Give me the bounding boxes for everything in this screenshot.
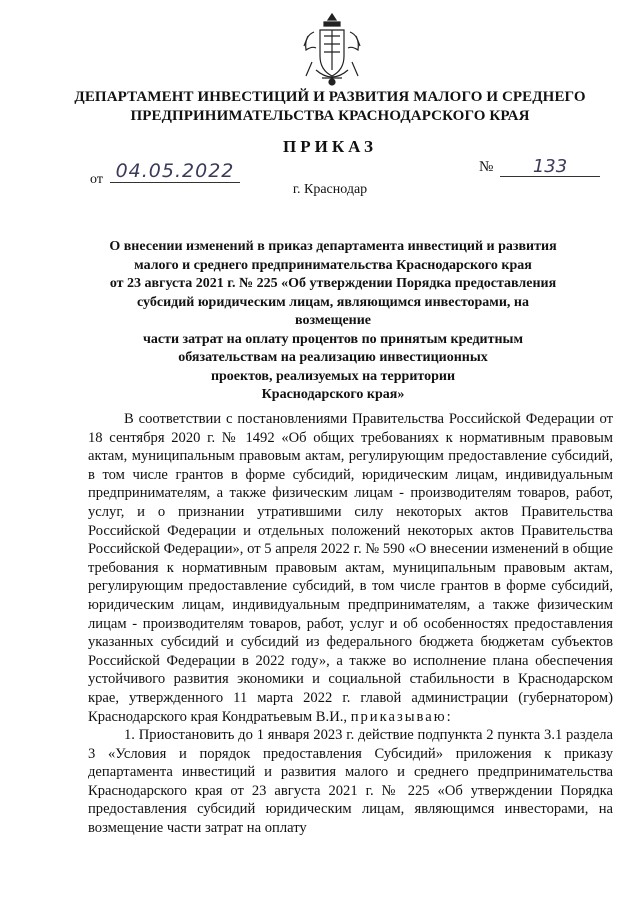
paragraph-1-text: В соответствии с постановлениями Правительства Российской Федерации от 18 сентября 2020 г. № 1492 «Об общих требованиях к нормативным правовым актам, муниципальным правовым актам, регулирующим предоставление субсидий, в том числе грантов в форме субсидий, юридическим лицам, индивидуальным предпринимателям, а также физическим лицам - производителям товаров, работ, услуг, и о признании утратившими силу некоторых актов Правительства Российской Федерации и отдельных положений некоторых актов Правительства Российской Федерации», от 5 апреля 2022 г. № 590 «О внесении изменений в общие требования к нормативным правовым актам, муниципальным правовым актам, регулирующим предоставление субсидий, в том числе грантов в форме субсидий, юридическим лицам, индивидуальным предпринимателям, а также физическим лицам - производителям товаров, работ, услуг и об особенностях предоставления указанных субсидий и субсидий из федерального бюджета бюджетам субъектов Российской Федерации в 2022 году», а также во исполнение плана обеспечения устойчивого развития экономики и социальной стабильности в Краснодарском крае, утвержденного 11 марта 2022 г. главой администрации (губернатором) Краснодарского края Кондратьевым В.И.,	[88, 411, 613, 725]
order-title: ПРИКАЗ	[283, 137, 377, 156]
order-word: приказываю:	[350, 708, 453, 725]
subject-line: субсидий юридическим лицам, являющимся инвесторами, на возмещение	[137, 294, 529, 328]
order-body	[88, 410, 613, 838]
subject-line: обязательствам на реализацию инвестиционных	[178, 350, 488, 365]
krasnodar-coat-of-arms-icon	[300, 12, 364, 88]
department-name	[40, 88, 620, 126]
handwritten-number: 133	[500, 156, 600, 177]
number-label: №	[479, 159, 494, 175]
handwritten-date: 04.05.2022	[110, 160, 240, 183]
order-subject	[108, 238, 558, 405]
department-line-1: ДЕПАРТАМЕНТ ИНВЕСТИЦИЙ И РАЗВИТИЯ МАЛОГО И СРЕДНЕГО	[74, 89, 586, 105]
subject-line: малого и среднего предпринимательства Краснодарского края	[134, 257, 532, 273]
subject-line: Краснодарского края»	[261, 387, 405, 402]
subject-line: О внесении изменений в приказ департамента инвестиций и развития	[109, 239, 557, 254]
department-line-2: ПРЕДПРИНИМАТЕЛЬСТВА КРАСНОДАРСКОГО КРАЯ	[130, 108, 530, 124]
subject-line: части затрат на оплату процентов по принятым кредитным	[143, 331, 523, 347]
date-from-label: от	[90, 172, 103, 187]
city-name: г. Краснодар	[292, 182, 368, 197]
subject-line: от 23 августа 2021 г. № 225 «Об утверждении Порядка предоставления	[109, 276, 557, 291]
body-paragraph-1	[88, 410, 613, 726]
subject-line: проектов, реализуемых на территории	[210, 368, 456, 384]
body-paragraph-2: 1. Приостановить до 1 января 2023 г. действие подпункта 2 пункта 3.1 раздела 3 «Условия и порядок предоставления Субсидий» приложения к приказу департамента инвестиций и развития малого и среднего предпринимательства Краснодарского края от 23 августа 2021 г. № 225 «Об утверждении Порядка предоставления субсидий юридическим лицам, являющимся инвесторами, на возмещение части затрат на оплату	[88, 727, 613, 837]
